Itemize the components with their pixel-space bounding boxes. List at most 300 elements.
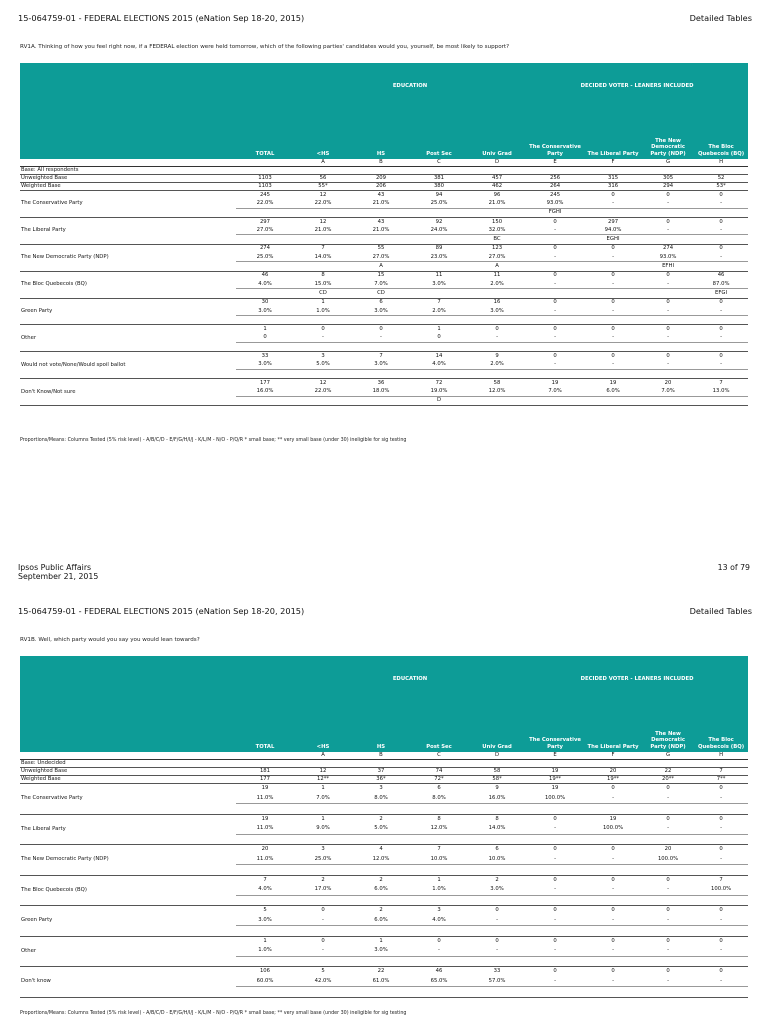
count-value: 177 bbox=[259, 379, 271, 386]
blank-cell bbox=[468, 760, 526, 768]
count-value: 0 bbox=[553, 968, 557, 975]
count-value: 15 bbox=[377, 272, 385, 279]
blank-cell bbox=[20, 63, 236, 129]
sig-letters bbox=[642, 208, 694, 217]
percent-value: - bbox=[584, 855, 642, 865]
percent-value: - bbox=[526, 824, 584, 834]
blank-cell bbox=[236, 167, 294, 175]
count-value: 8 bbox=[437, 815, 441, 822]
sig-letters bbox=[410, 834, 468, 845]
count-value: 0 bbox=[666, 815, 670, 822]
column-header: Univ Grad bbox=[482, 743, 512, 750]
report-date: September 21, 2015 bbox=[18, 572, 99, 581]
count-value: 8 bbox=[321, 272, 325, 279]
sig-letters bbox=[294, 926, 352, 937]
sig-letters bbox=[526, 396, 584, 405]
sig-letters bbox=[526, 262, 584, 271]
percent-value: 42.0% bbox=[294, 977, 352, 987]
sig-letters bbox=[526, 343, 584, 352]
base-value: 12** bbox=[294, 776, 352, 784]
percent-value: 6.0% bbox=[352, 916, 410, 926]
column-header: The New Democratic Party (NDP) bbox=[650, 730, 686, 750]
sig-letters bbox=[236, 262, 294, 271]
sig-letters bbox=[642, 316, 694, 325]
sig-letters bbox=[526, 987, 584, 998]
count-value: 7 bbox=[719, 379, 723, 386]
sig-letters bbox=[236, 804, 294, 815]
report-title: 15-064759-01 - FEDERAL ELECTIONS 2015 (eNation Sep 18-20, 2015) bbox=[18, 606, 305, 616]
base-label: Base: Undecided bbox=[20, 760, 236, 768]
sig-letters bbox=[694, 369, 748, 378]
row-label: The Liberal Party bbox=[20, 217, 236, 244]
sig-letters bbox=[294, 316, 352, 325]
sig-letters bbox=[584, 834, 642, 845]
count-value: 0 bbox=[719, 218, 723, 225]
base-value: 36* bbox=[352, 776, 410, 784]
sig-letters bbox=[294, 987, 352, 998]
percent-value: 22.0% bbox=[294, 199, 352, 208]
percent-value: - bbox=[584, 885, 642, 895]
group-label-decided: DECIDED VOTER - LEANERS INCLUDED bbox=[580, 676, 694, 682]
base-value: 381 bbox=[410, 175, 468, 183]
sig-letters bbox=[694, 804, 748, 815]
count-value: 7 bbox=[263, 876, 267, 883]
base-value: 316 bbox=[584, 183, 642, 191]
percent-value: - bbox=[468, 916, 526, 926]
sig-letters bbox=[526, 834, 584, 845]
blank-cell bbox=[20, 129, 236, 159]
sig-letters bbox=[584, 987, 642, 998]
row-label: Don't Know/Not sure bbox=[20, 379, 236, 406]
sig-letters bbox=[642, 343, 694, 352]
percent-value: 4.0% bbox=[236, 885, 294, 895]
column-letter: H bbox=[694, 159, 748, 167]
count-value: 9 bbox=[495, 785, 499, 792]
count-value: 0 bbox=[611, 191, 615, 198]
sig-letters bbox=[584, 343, 642, 352]
row-label: The New Democratic Party (NDP) bbox=[20, 845, 236, 876]
count-value: 0 bbox=[321, 326, 325, 333]
base-value: 7** bbox=[694, 776, 748, 784]
row-label: Green Party bbox=[20, 298, 236, 325]
column-letter: E bbox=[526, 159, 584, 167]
sig-letters bbox=[294, 343, 352, 352]
count-value: 46 bbox=[435, 968, 443, 975]
count-value: 0 bbox=[666, 876, 670, 883]
sig-letters bbox=[584, 289, 642, 298]
sig-letters bbox=[410, 289, 468, 298]
sig-letters bbox=[352, 926, 410, 937]
percent-value: 5.0% bbox=[352, 824, 410, 834]
row-label: The Bloc Quebecois (BQ) bbox=[20, 271, 236, 298]
count-value: 0 bbox=[666, 218, 670, 225]
percent-value: 8.0% bbox=[410, 794, 468, 804]
percent-value: 3.0% bbox=[410, 280, 468, 289]
page-footer bbox=[18, 563, 750, 581]
blank-cell bbox=[584, 760, 642, 768]
percent-value: - bbox=[526, 253, 584, 262]
base-value: 22 bbox=[642, 768, 694, 776]
percent-value: 3.0% bbox=[236, 361, 294, 370]
percent-value: 9.0% bbox=[294, 824, 352, 834]
count-value: 7 bbox=[719, 876, 723, 883]
column-header: The Bloc Quebecois (BQ) bbox=[697, 737, 745, 750]
percent-value: 21.0% bbox=[352, 226, 410, 235]
sig-letters bbox=[642, 895, 694, 906]
sig-letters: FGHI bbox=[526, 208, 584, 217]
count-value: 19 bbox=[551, 379, 559, 386]
base-value: 181 bbox=[236, 768, 294, 776]
count-value: 0 bbox=[553, 326, 557, 333]
count-value: 72 bbox=[435, 379, 443, 386]
count-value: 0 bbox=[495, 907, 499, 914]
percent-value: - bbox=[584, 977, 642, 987]
blank-cell bbox=[642, 167, 694, 175]
percent-value: 12.0% bbox=[410, 824, 468, 834]
percent-value: 19.0% bbox=[410, 388, 468, 397]
blank-cell bbox=[526, 760, 584, 768]
blank-cell bbox=[236, 63, 294, 129]
percent-value: 14.0% bbox=[294, 253, 352, 262]
percent-value: - bbox=[642, 307, 694, 316]
base-row bbox=[20, 760, 748, 768]
column-header: Univ Grad bbox=[482, 150, 512, 157]
base-value: 1103 bbox=[236, 175, 294, 183]
count-value: 2 bbox=[379, 815, 383, 822]
sig-letters bbox=[236, 343, 294, 352]
sig-letters bbox=[642, 235, 694, 244]
sig-letters bbox=[694, 987, 748, 998]
sig-letters bbox=[352, 865, 410, 876]
group-header-row bbox=[20, 656, 748, 722]
sig-letters bbox=[236, 316, 294, 325]
count-value: 12 bbox=[319, 379, 327, 386]
count-value: 0 bbox=[611, 272, 615, 279]
sig-letters bbox=[694, 895, 748, 906]
percent-value: 1.0% bbox=[294, 307, 352, 316]
crosstab-table bbox=[20, 656, 748, 998]
count-value: 7 bbox=[437, 846, 441, 853]
percent-value: 87.0% bbox=[694, 280, 748, 289]
sig-letters bbox=[584, 895, 642, 906]
percent-value: - bbox=[642, 824, 694, 834]
percent-value: - bbox=[584, 946, 642, 956]
count-value: 0 bbox=[719, 245, 723, 252]
percent-value: - bbox=[694, 946, 748, 956]
count-value: 0 bbox=[553, 876, 557, 883]
percent-value: 93.0% bbox=[642, 253, 694, 262]
column-letter: A bbox=[294, 159, 352, 167]
percent-value: - bbox=[526, 855, 584, 865]
percent-value: 22.0% bbox=[236, 199, 294, 208]
percent-value: 13.0% bbox=[694, 388, 748, 397]
table-row bbox=[20, 967, 748, 977]
sig-letters bbox=[236, 926, 294, 937]
percent-value: - bbox=[642, 885, 694, 895]
sig-letters bbox=[410, 926, 468, 937]
percent-value: 0 bbox=[236, 334, 294, 343]
sig-letters bbox=[694, 208, 748, 217]
sig-letters bbox=[294, 396, 352, 405]
count-value: 0 bbox=[719, 299, 723, 306]
count-value: 0 bbox=[553, 245, 557, 252]
percent-value: - bbox=[642, 361, 694, 370]
count-value: 20 bbox=[261, 846, 269, 853]
sig-letters bbox=[526, 956, 584, 967]
count-value: 2 bbox=[379, 907, 383, 914]
sig-letters bbox=[410, 343, 468, 352]
base-value: 264 bbox=[526, 183, 584, 191]
report-title: 15-064759-01 - FEDERAL ELECTIONS 2015 (eNation Sep 18-20, 2015) bbox=[18, 13, 305, 23]
sig-letters bbox=[584, 926, 642, 937]
sig-letters bbox=[468, 316, 526, 325]
percent-value: 21.0% bbox=[352, 199, 410, 208]
sig-letters bbox=[352, 956, 410, 967]
percent-value: 22.0% bbox=[294, 388, 352, 397]
count-value: 0 bbox=[666, 968, 670, 975]
count-value: 33 bbox=[493, 968, 501, 975]
count-value: 0 bbox=[719, 352, 723, 359]
sig-letters bbox=[236, 895, 294, 906]
percent-value: 2.0% bbox=[468, 280, 526, 289]
percent-value: - bbox=[642, 226, 694, 235]
question-text: RV1A. Thinking of how you feel right now, if a FEDERAL election were held tomorrow, which of the following parties' candidates would you, yourself, be most likely to support? bbox=[20, 44, 510, 50]
count-value: 89 bbox=[435, 245, 443, 252]
base-value: 294 bbox=[642, 183, 694, 191]
percent-value: 60.0% bbox=[236, 977, 294, 987]
sig-letters bbox=[694, 396, 748, 405]
count-value: 5 bbox=[321, 968, 325, 975]
count-value: 0 bbox=[666, 299, 670, 306]
sig-letters: D bbox=[410, 396, 468, 405]
count-value: 0 bbox=[495, 326, 499, 333]
percent-value: 25.0% bbox=[410, 199, 468, 208]
count-value: 58 bbox=[493, 379, 501, 386]
percent-value: - bbox=[584, 361, 642, 370]
percent-value: - bbox=[526, 280, 584, 289]
crosstab-table bbox=[20, 63, 748, 406]
percent-value: 100.0% bbox=[642, 855, 694, 865]
table-row bbox=[20, 814, 748, 824]
percent-value: - bbox=[642, 280, 694, 289]
sig-letters bbox=[236, 396, 294, 405]
percent-value: 17.0% bbox=[294, 885, 352, 895]
table-row bbox=[20, 298, 748, 307]
base-value: 206 bbox=[352, 183, 410, 191]
percent-value: 4.0% bbox=[410, 361, 468, 370]
count-value: 0 bbox=[719, 937, 723, 944]
blank-cell bbox=[526, 167, 584, 175]
count-value: 297 bbox=[259, 218, 271, 225]
base-label: Unweighted Base bbox=[20, 175, 236, 183]
count-value: 0 bbox=[611, 352, 615, 359]
column-letter: B bbox=[352, 159, 410, 167]
table-row bbox=[20, 217, 748, 226]
sig-letters: CD bbox=[352, 289, 410, 298]
sig-letters bbox=[468, 208, 526, 217]
count-value: 7 bbox=[321, 245, 325, 252]
sig-letters bbox=[236, 956, 294, 967]
percent-value: 16.0% bbox=[468, 794, 526, 804]
sig-letters bbox=[294, 895, 352, 906]
count-value: 8 bbox=[495, 815, 499, 822]
base-value: 209 bbox=[352, 175, 410, 183]
row-label: The Bloc Quebecois (BQ) bbox=[20, 875, 236, 906]
base-value: 305 bbox=[642, 175, 694, 183]
percent-value: - bbox=[468, 334, 526, 343]
percent-value: 12.0% bbox=[352, 855, 410, 865]
blank-cell bbox=[584, 167, 642, 175]
percent-value: 11.0% bbox=[236, 824, 294, 834]
blank-cell bbox=[694, 760, 748, 768]
count-value: 30 bbox=[261, 299, 269, 306]
count-value: 0 bbox=[321, 937, 325, 944]
count-value: 0 bbox=[553, 907, 557, 914]
org-name: Ipsos Public Affairs bbox=[18, 563, 92, 572]
percent-value: 1.0% bbox=[236, 946, 294, 956]
table-row bbox=[20, 271, 748, 280]
count-value: 0 bbox=[553, 815, 557, 822]
percent-value: 7.0% bbox=[352, 280, 410, 289]
base-row bbox=[20, 167, 748, 175]
sig-letters bbox=[526, 895, 584, 906]
column-letter-row bbox=[20, 159, 748, 167]
row-label: The Conservative Party bbox=[20, 191, 236, 218]
column-letter-row bbox=[20, 752, 748, 760]
column-letter: C bbox=[410, 159, 468, 167]
percent-value: - bbox=[642, 916, 694, 926]
sig-letters bbox=[584, 316, 642, 325]
count-value: 150 bbox=[491, 218, 503, 225]
count-value: 0 bbox=[321, 907, 325, 914]
sig-letters bbox=[468, 987, 526, 998]
column-header: <HS bbox=[316, 743, 330, 750]
sig-letters bbox=[294, 865, 352, 876]
percent-value: 16.0% bbox=[236, 388, 294, 397]
row-label: Don't know bbox=[20, 967, 236, 998]
count-value: 3 bbox=[437, 907, 441, 914]
blank-cell bbox=[236, 656, 294, 722]
percent-value: - bbox=[694, 361, 748, 370]
column-letter: D bbox=[468, 159, 526, 167]
percent-value: - bbox=[410, 946, 468, 956]
sig-letters bbox=[294, 262, 352, 271]
report-section: Detailed Tables bbox=[689, 606, 752, 616]
percent-value: - bbox=[694, 334, 748, 343]
count-value: 0 bbox=[611, 846, 615, 853]
sig-letters bbox=[410, 369, 468, 378]
percent-value: 93.0% bbox=[526, 199, 584, 208]
count-value: 36 bbox=[377, 379, 385, 386]
row-label: Green Party bbox=[20, 906, 236, 937]
percent-value: 5.0% bbox=[294, 361, 352, 370]
count-value: 297 bbox=[607, 218, 619, 225]
table-row bbox=[20, 784, 748, 794]
base-row bbox=[20, 183, 748, 191]
base-value: 19 bbox=[526, 768, 584, 776]
sig-letters bbox=[468, 865, 526, 876]
table-row bbox=[20, 379, 748, 388]
count-value: 245 bbox=[259, 191, 271, 198]
percent-value: 10.0% bbox=[410, 855, 468, 865]
sig-letters bbox=[642, 804, 694, 815]
sig-letters bbox=[410, 865, 468, 876]
percent-value: - bbox=[584, 199, 642, 208]
percent-value: 6.0% bbox=[584, 388, 642, 397]
table-row bbox=[20, 325, 748, 334]
count-value: 7 bbox=[379, 352, 383, 359]
column-letter: A bbox=[294, 752, 352, 760]
base-value: 19** bbox=[584, 776, 642, 784]
footnote: Proportions/Means: Columns Tested (5% risk level) - A/B/C/D - E/F/G/H/I/J - K/L/M - N/O - P/Q/R * small base; ** very small base (under 30) ineligible for sig testing bbox=[20, 438, 407, 443]
sig-letters bbox=[236, 289, 294, 298]
sig-letters: EFHI bbox=[642, 262, 694, 271]
base-value: 12 bbox=[294, 768, 352, 776]
row-label: Other bbox=[20, 936, 236, 967]
page-header bbox=[18, 606, 752, 616]
percent-value: - bbox=[694, 824, 748, 834]
percent-value: - bbox=[642, 199, 694, 208]
count-value: 1 bbox=[321, 299, 325, 306]
percent-value: - bbox=[526, 361, 584, 370]
count-value: 14 bbox=[435, 352, 443, 359]
sig-letters bbox=[694, 262, 748, 271]
count-value: 0 bbox=[437, 937, 441, 944]
sig-letters bbox=[468, 926, 526, 937]
count-value: 0 bbox=[611, 968, 615, 975]
percent-value: 14.0% bbox=[468, 824, 526, 834]
column-letter: B bbox=[352, 752, 410, 760]
sig-letters bbox=[410, 987, 468, 998]
blank-cell bbox=[468, 167, 526, 175]
sig-letters bbox=[352, 208, 410, 217]
sig-letters bbox=[294, 235, 352, 244]
sig-letters bbox=[236, 369, 294, 378]
column-header: The New Democratic Party (NDP) bbox=[650, 137, 686, 157]
sig-letters: EGHI bbox=[584, 235, 642, 244]
percent-value: - bbox=[642, 946, 694, 956]
sig-letters bbox=[410, 804, 468, 815]
sig-letters bbox=[410, 895, 468, 906]
count-value: 0 bbox=[553, 272, 557, 279]
percent-value: 21.0% bbox=[294, 226, 352, 235]
table-row bbox=[20, 191, 748, 200]
count-value: 16 bbox=[493, 299, 501, 306]
blank-cell bbox=[694, 167, 748, 175]
percent-value: 3.0% bbox=[236, 307, 294, 316]
column-letter: G bbox=[642, 159, 694, 167]
count-value: 19 bbox=[261, 815, 269, 822]
base-label: Weighted Base bbox=[20, 776, 236, 784]
row-label: The Liberal Party bbox=[20, 814, 236, 845]
count-value: 6 bbox=[495, 846, 499, 853]
report-section: Detailed Tables bbox=[689, 13, 752, 23]
percent-value: - bbox=[294, 916, 352, 926]
footnote: Proportions/Means: Columns Tested (5% risk level) - A/B/C/D - E/F/G/H/I/J - K/L/M - N/O - P/Q/R * small base; ** very small base (under 30) ineligible for sig testing bbox=[20, 1011, 407, 1016]
base-label: Weighted Base bbox=[20, 183, 236, 191]
percent-value: 25.0% bbox=[236, 253, 294, 262]
percent-value: - bbox=[694, 226, 748, 235]
column-letter bbox=[236, 752, 294, 760]
column-header: TOTAL bbox=[255, 150, 275, 157]
percent-value: 2.0% bbox=[468, 361, 526, 370]
count-value: 7 bbox=[437, 299, 441, 306]
count-value: 11 bbox=[493, 272, 501, 279]
blank-cell bbox=[410, 760, 468, 768]
sig-letters bbox=[352, 343, 410, 352]
count-value: 0 bbox=[611, 326, 615, 333]
percent-value: - bbox=[584, 794, 642, 804]
